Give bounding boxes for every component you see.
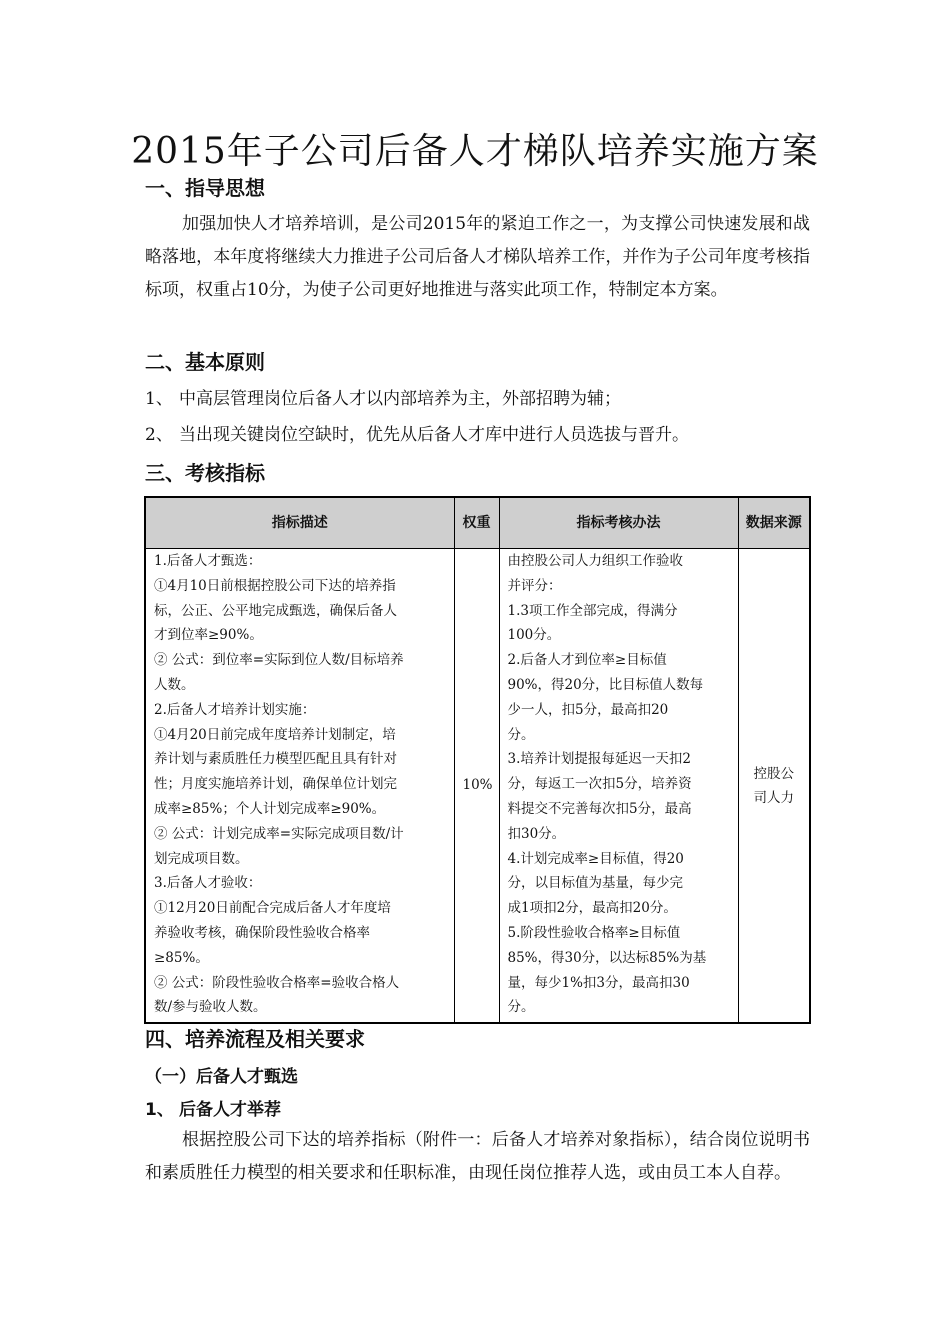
item-title: 后备人才举荐: [179, 1100, 281, 1120]
metric-source-cell: 控股公司人力: [738, 549, 810, 1024]
section-heading-basic-principles: 二、基本原则: [145, 350, 265, 374]
subsection-heading-candidate-selection: （一）后备人才甄选: [145, 1067, 298, 1087]
section-heading-assessment-metrics: 三、考核指标: [145, 461, 265, 485]
metric-method-line: 料提交不完善每次扣5分，最高: [507, 800, 692, 817]
metric-method-line: 成1项扣2分，最高扣20分。: [507, 900, 677, 917]
metric-description-line: 人数。: [154, 676, 195, 693]
metric-description-line: 成率≥85%；个人计划完成率≥90%。: [154, 800, 386, 817]
metric-description-line: 3.后备人才验收：: [154, 875, 262, 892]
principle-item: [145, 421, 810, 449]
metric-description-line: 才到位率≥90%。: [154, 627, 263, 644]
table-header-row: [145, 497, 810, 549]
metric-description-line: 2.后备人才培养计划实施：: [154, 701, 316, 718]
metric-method-line: 100分。: [507, 627, 561, 644]
column-header-description: 指标描述: [145, 497, 454, 549]
metric-method-line: 分。: [507, 999, 535, 1016]
metric-description-cell: [145, 549, 454, 1024]
metric-method-line: 分，每返工一次扣5分，培养资: [507, 776, 692, 793]
metric-weight-cell: 10%: [454, 549, 499, 1024]
metric-method-line: 5.阶段性验收合格率≥目标值: [507, 924, 681, 941]
metric-method-line: 3.培养计划提报每延迟一天扣2: [507, 751, 691, 768]
principle-text: 当出现关键岗位空缺时，优先从后备人才库中进行人员选拔与晋升。: [179, 425, 689, 445]
metric-method-line: 85%，得30分，以达标85%为基: [507, 949, 707, 966]
column-header-source: 数据来源: [738, 497, 810, 549]
metric-description-line: ② 公式：到位率=实际到位人数/目标培养: [154, 652, 404, 669]
document-title: 2015年子公司后备人才梯队培养实施方案: [131, 131, 819, 172]
metric-description-line: ①4月20日前完成年度培养计划制定，培: [154, 726, 396, 743]
metric-method-line: 分。: [507, 726, 535, 743]
item-heading-candidate-recommendation: [145, 1097, 281, 1123]
recommendation-paragraph: 根据控股公司下达的培养指标（附件一：后备人才培养对象指标），结合岗位说明书和素质胜任力模型的相关要求和任职标准，由现任岗位推荐人选，或由员工本人自荐。: [145, 1130, 810, 1183]
metric-description-line: ② 公式：阶段性验收合格率=验收合格人: [154, 974, 400, 991]
metric-method-line: 1.3项工作全部完成，得满分: [507, 602, 678, 619]
column-header-method: 指标考核办法: [499, 497, 738, 549]
table-row: [145, 549, 810, 1024]
metric-method-line: 90%，得20分，比目标值人数每: [507, 676, 704, 693]
metric-description-line: 划完成项目数。: [154, 850, 249, 867]
metric-method-line: 少一人，扣5分，最高扣20: [507, 701, 669, 718]
metric-method-line: 由控股公司人力组织工作验收: [507, 553, 683, 569]
metric-description-line: 1.后备人才甄选：: [154, 553, 262, 569]
section-heading-guiding-ideology: 一、指导思想: [145, 176, 265, 200]
metric-method-line: 4.计划完成率≥目标值，得20: [507, 850, 684, 867]
principle-item: [145, 385, 810, 413]
metric-method-line: 2.后备人才到位率≥目标值: [507, 652, 667, 669]
metric-method-cell: [499, 549, 738, 1024]
principle-number: 1、: [145, 389, 173, 409]
assessment-metrics-table: [144, 496, 811, 1024]
section-heading-training-process: 四、培养流程及相关要求: [145, 1027, 365, 1051]
metric-method-line: 分，以目标值为基量，每少完: [507, 875, 683, 892]
principle-text: 中高层管理岗位后备人才以内部培养为主，外部招聘为辅；: [179, 389, 621, 409]
guiding-ideology-paragraph: 加强加快人才培养培训，是公司2015年的紧迫工作之一，为支撑公司快速发展和战略落地，本年度将继续大力推进子公司后备人才梯队培养工作，并作为子公司年度考核指标项，权重占10分，为使子公司更好地推进与落实此项工作，特制定本方案。: [145, 214, 810, 300]
metric-method-line: 并评分：: [507, 577, 562, 594]
metric-method-line: 扣30分。: [507, 825, 566, 842]
metric-description-line: ≥85%。: [154, 949, 209, 966]
metric-description-line: ①4月10日前根据控股公司下达的培养指: [154, 577, 396, 594]
principle-number: 2、: [145, 425, 173, 445]
metric-description-line: ② 公式：计划完成率=实际完成项目数/计: [154, 825, 404, 842]
item-number: 1、: [145, 1100, 174, 1120]
metric-method-line: 量，每少1%扣3分，最高扣30: [507, 974, 690, 991]
metric-description-line: 性；月度实施培养计划，确保单位计划完: [154, 776, 397, 793]
column-header-weight: 权重: [454, 497, 499, 549]
metric-description-line: 养验收考核，确保阶段性验收合格率: [154, 924, 370, 941]
metric-description-line: 养计划与素质胜任力模型匹配且具有针对: [154, 751, 397, 768]
metric-description-line: ①12月20日前配合完成后备人才年度培: [154, 900, 391, 917]
metric-description-line: 标，公正、公平地完成甄选，确保后备人: [154, 602, 397, 619]
metric-description-line: 数/参与验收人数。: [154, 999, 267, 1016]
